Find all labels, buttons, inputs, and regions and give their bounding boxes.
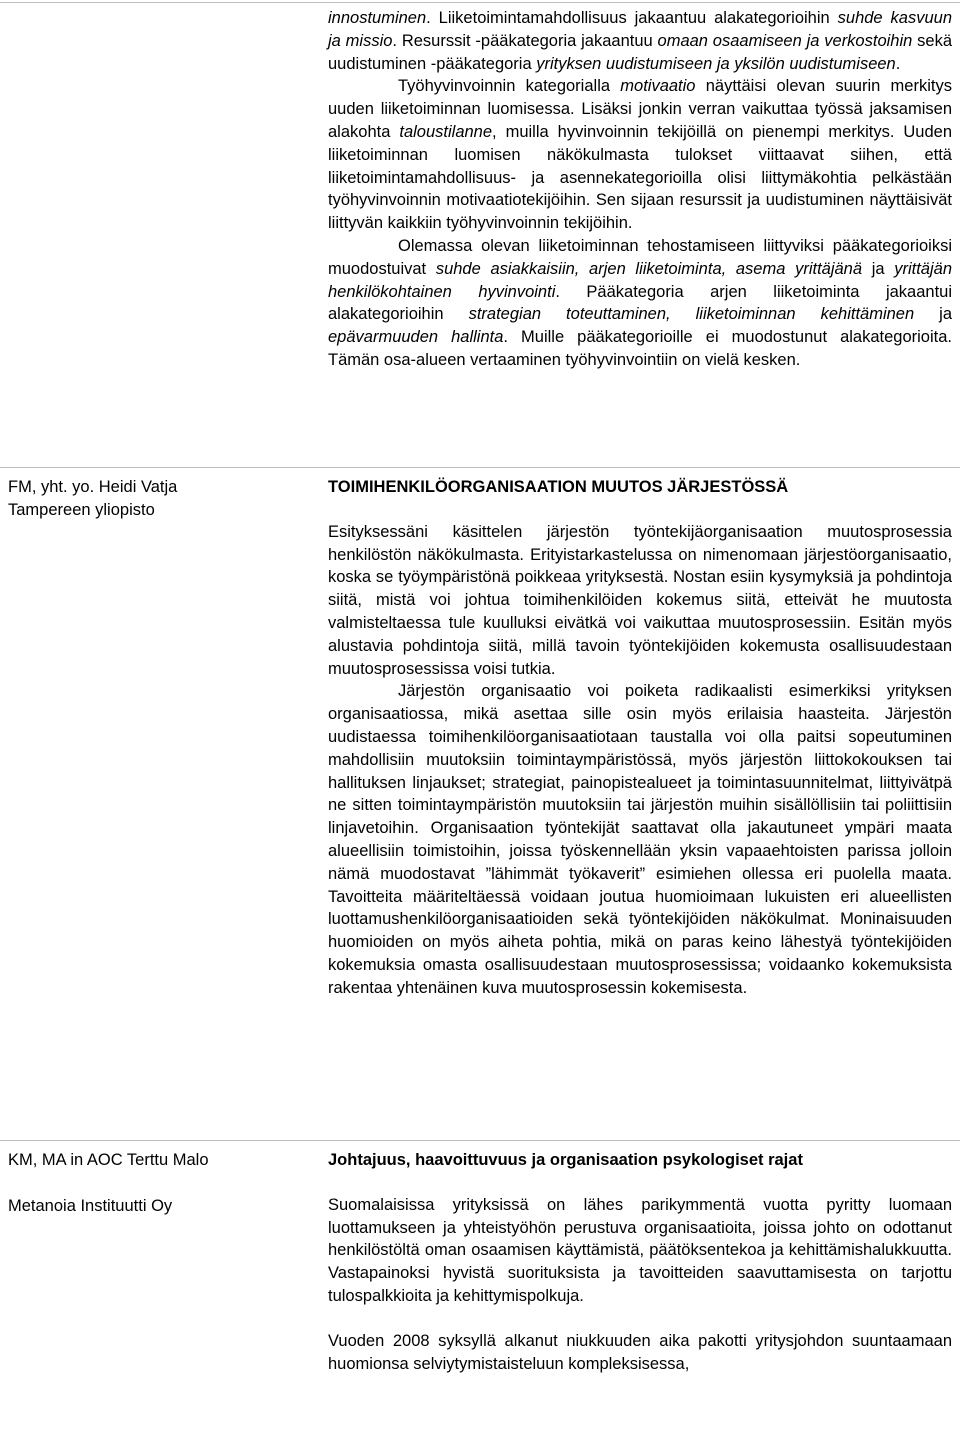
text-run: ja [862, 259, 895, 278]
italic-text: taloustilanne [399, 122, 493, 141]
text-run: Suomalaisissa yrityksissä on lähes parikymmentä vuotta pyritty luomaan luottamukseen ja yhteistyöhön perustuva organisaatioita, joissa johto on odottanut henkilöstöltä oman osaamisen käyttämistä, päätöksentekoa ja kehittämishalukkuutta. Vastapainoksi hyvistä suorituksista ja tavoitteiden saavuttamisesta on tarjottu tulospalkkioita ja kehittymispolkuja. [328, 1195, 952, 1305]
abstract-title: Johtajuus, haavoittuvuus ja organisaation psykologiset rajat [328, 1151, 803, 1169]
author-name: KM, MA in AOC Terttu Malo [8, 1151, 209, 1169]
paragraph [328, 75, 952, 235]
author-block [8, 1149, 308, 1217]
section-3-body [328, 1149, 952, 1375]
paragraph [328, 1330, 952, 1376]
text-run: sekä uudistuminen -pääkategoria [328, 31, 952, 73]
text-run: näyttäisi olevan suurin merkitys uuden liiketoiminnan luomisessa. Lisäksi jonkin verran vaikuttaa työssä jaksamisen alakohta [328, 77, 952, 141]
text-run: . Liiketoimintamahdollisuus jakaantuu alakategorioihin [426, 9, 838, 27]
italic-text: innostuminen [328, 9, 427, 27]
section-divider [0, 467, 960, 468]
paragraph [328, 7, 952, 75]
section-divider [0, 1140, 960, 1141]
paragraph [328, 521, 952, 681]
section-2-body [328, 476, 952, 1000]
paragraph [328, 235, 952, 372]
italic-text: suhde asiakkaisiin, arjen liiketoiminta, asema yrittäjänä [435, 259, 863, 278]
text-run: Työhyvinvoinnin kategorialla [398, 77, 621, 96]
author-name: FM, yht. yo. Heidi Vatja [8, 478, 178, 496]
text-run: ja [914, 305, 952, 324]
italic-text: yrittäjän henkilökohtainen hyvinvointi [328, 259, 952, 301]
italic-text: strategian toteuttaminen, liiketoiminnan kehittäminen [468, 305, 915, 324]
author-spacer [8, 1172, 308, 1195]
abstract-title: TOIMIHENKILÖORGANISAATION MUUTOS JÄRJESTÖSSÄ [328, 478, 789, 496]
author-affiliation: Metanoia Instituutti Oy [8, 1196, 173, 1215]
paragraph [328, 680, 952, 999]
top-rule [0, 2, 960, 3]
text-run: Vuoden 2008 syksyllä alkanut niukkuuden aika pakotti yritysjohdon suuntaamaan huomionsa selviytymistaisteluun kompleksisessa, [328, 1331, 952, 1373]
italic-text: epävarmuuden hallinta [328, 328, 504, 347]
text-run: . [895, 54, 901, 73]
text-run: Järjestön organisaatio voi poiketa radikaalisti esimerkiksi yrityksen organisaatiossa, mikä asettaa sille osin myös erilaisia haasteita. Järjestön uudistaessa toimihenkilöorganisaatiotaan taustalla voi olla paitsi sopeutuminen mahdollisiin muutoksiin toimintaympäristössä, myös järjestön liittokokouksen tai hallituksen linjaukset; strategiat, painopistealueet ja toimintasuunnitelmat, liittyivätpä ne sitten toimintaympäristön muutoksiin tai järjestön muihin sisällöllisiin tai poliittisiin linjavetoihin. Organisaation työntekijät saattavat olla jakautuneet ympäri maata alueellisiin toimistoihin, joissa työskennellään yksin vapaaehtoisten parissa jolloin nämä muodostavat ”lähimmät työkaverit” esimiehen ollessa eri puolella maata. Tavoitteita määriteltäessä voidaan joutua huomioimaan lukuisten eri alueellisten luottamushenkilöorganisaatioiden sekä työntekijöiden näkökulmat. Moninaisuuden huomioiden on myös aiheta pohtia, mikä on paras keino lähestyä työntekijöiden kokemuksia omasta osallisuudestaan muutosprosessissa; voidaanko kokemuksista rakentaa yhtenäinen kuva muutosprosessin kokemisesta. [328, 682, 952, 997]
text-run: , muilla hyvinvoinnin tekijöillä on pienempi merkitys. Uuden liiketoiminnan luomisen näkökulmasta tulokset viittaavat siihen, että liiketoimintamahdollisuus- ja asennekategorioilla olisi liittymäkohtia pelkästään työhyvinvoinnin motivaatiotekijöihin. Sen sijaan resurssit ja uudistuminen näyttäisivät liittyvän kaikkiin työhyvinvoinnin tekijöihin. [328, 122, 953, 233]
italic-text: omaan osaamiseen ja verkostoihin [657, 31, 913, 50]
author-affiliation: Tampereen yliopisto [8, 500, 155, 519]
italic-text: motivaatio [620, 77, 696, 96]
author-block [8, 476, 308, 522]
paragraph [328, 1194, 952, 1308]
text-run: Olemassa olevan liiketoiminnan tehostamiseen liittyviksi pääkategorioiksi muodostuivat [328, 236, 952, 278]
italic-text: suhde kasvuun ja missio [328, 9, 952, 50]
text-run: Esityksessäni käsittelen järjestön työntekijäorganisaation muutosprosessia henkilöstön näkökulmasta. Erityistarkastelussa on nimenomaan järjestöorganisaatio, koska se työympäristönä poikkeaa yrityksestä. Nostan esiin kysymyksiä ja pohdintoja siitä, mistä voi johtua toimihenkilöiden kokemus siitä, etteivät he muutosta valmisteltaessa tule kuulluksi eivätkä voi vaikuttaa muutosprosessiin. Esitän myös alustavia pohdintoja siitä, millä tavoin työntekijöiden kokemusta osallisuudestaan muutosprosessissa voisi tutkia. [328, 522, 952, 678]
text-run: . Resurssit -pääkategoria jakaantuu [392, 31, 658, 50]
text-run: . Muille pääkategorioille ei muodostunut alakategorioita. Tämän osa-alueen vertaaminen työhyvinvointiin on vielä kesken. [328, 328, 952, 369]
text-run: . Pääkategoria arjen liiketoiminta jakaantui alakategorioihin [328, 282, 953, 324]
section-1-body [328, 7, 952, 372]
italic-text: yrityksen uudistumiseen ja yksilön uudistumiseen [536, 54, 896, 73]
